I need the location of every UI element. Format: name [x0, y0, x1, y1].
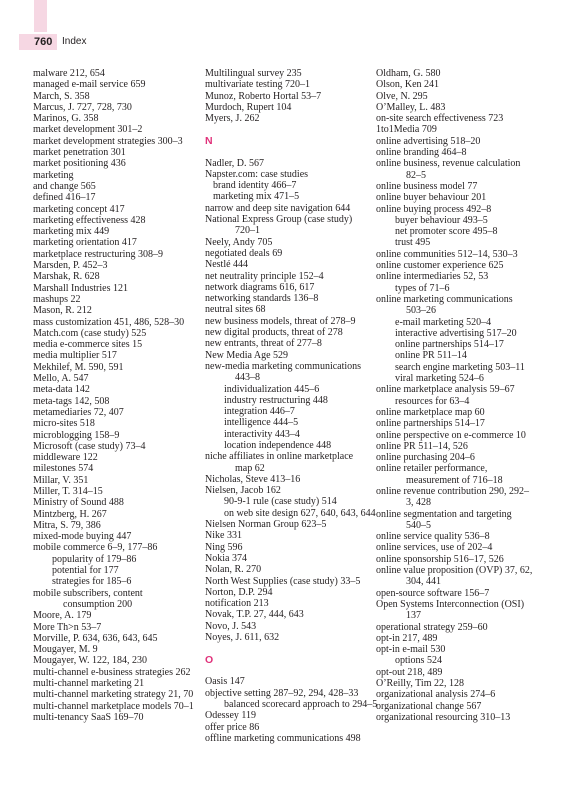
- index-entry: media multiplier 517: [33, 350, 117, 362]
- index-subentry: e-mail marketing 520–4: [395, 316, 492, 328]
- index-subentry: 720–1: [235, 225, 260, 237]
- index-entry: Nestlé 444: [205, 259, 249, 271]
- index-subentry: resources for 63–4: [395, 395, 470, 407]
- index-entry: online marketplace analysis 59–67: [376, 384, 515, 396]
- index-entry: metamediaries 72, 407: [33, 406, 124, 418]
- index-subentry: trust 495: [395, 237, 431, 249]
- index-entry: objective setting 287–92, 294, 428–33: [205, 687, 359, 699]
- index-subentry: 90-9-1 rule (case study) 514: [224, 496, 337, 508]
- index-entry: Noyes, J. 611, 632: [205, 632, 280, 644]
- index-entry: New Media Age 529: [205, 349, 289, 361]
- index-entry: Multilingual survey 235: [205, 68, 302, 79]
- index-entry: network diagrams 616, 617: [205, 281, 315, 293]
- index-entry: More Th>n 53–7: [33, 621, 102, 633]
- index-entry: Nicholas, Steve 413–16: [205, 473, 301, 485]
- index-subentry: 540–5: [406, 519, 431, 531]
- index-subentry: location independence 448: [224, 440, 332, 451]
- index-subentry: net promoter score 495–8: [395, 226, 498, 238]
- index-subentry: balanced scorecard approach to 294–5: [224, 699, 378, 711]
- index-column-3: [376, 68, 541, 723]
- index-entry: online services, use of 202–4: [376, 542, 493, 554]
- index-entry: market penetration 301: [33, 147, 126, 159]
- index-entry: mobile subscribers, content: [33, 587, 143, 599]
- index-entry: mobile commerce 6–9, 177–86: [33, 542, 158, 554]
- index-subentry: online partnerships 514–17: [395, 339, 504, 351]
- index-entry: Mitra, S. 79, 386: [33, 519, 101, 531]
- index-entry: opt-out 218, 489: [376, 666, 443, 678]
- index-entry: Norton, D.P. 294: [205, 586, 273, 598]
- index-entry: meta-tags 142, 508: [33, 395, 110, 407]
- index-entry: Mason, R. 212: [33, 305, 92, 317]
- index-entry: online communities 512–14, 530–3: [376, 248, 518, 260]
- index-entry: malware 212, 654: [33, 68, 105, 79]
- index-entry: Munoz, Roberto Hortal 53–7: [205, 90, 322, 102]
- index-entry: online customer experience 625: [376, 260, 504, 272]
- index-entry: Mekhilef, M. 590, 591: [33, 361, 124, 373]
- index-entry: Morville, P. 634, 636, 643, 645: [33, 632, 158, 644]
- index-entry: online service quality 536–8: [376, 531, 490, 543]
- index-subentry: measurement of 716–18: [406, 474, 503, 486]
- index-entry: Mintzberg, H. 267: [33, 508, 107, 520]
- index-entry: Millar, V. 351: [33, 474, 89, 486]
- index-entry: micro-sites 518: [33, 418, 95, 430]
- index-subentry: 3, 428: [406, 497, 431, 509]
- index-subentry: 137: [406, 610, 421, 622]
- index-entry: organizational change 567: [376, 700, 482, 712]
- index-entry: media e-commerce sites 15: [33, 339, 143, 351]
- index-subentry: industry restructuring 448: [224, 394, 328, 406]
- index-subentry: intelligence 444–5: [224, 417, 299, 429]
- index-entry: Novo, J. 543: [205, 620, 257, 632]
- index-entry: multi-tenancy SaaS 169–70: [33, 711, 144, 723]
- index-entry: O’Reilly, Tim 22, 128: [376, 678, 464, 690]
- index-entry: multi-channel marketplace models 70–1: [33, 700, 194, 712]
- index-entry: Olson, Ken 241: [376, 79, 440, 91]
- index-entry: Nokia 374: [205, 552, 247, 564]
- index-entry: Mougayer, M. 9: [33, 644, 98, 656]
- index-subentry: 304, 441: [406, 576, 441, 588]
- index-entry: managed e-mail service 659: [33, 79, 146, 91]
- index-entry: Marshall Industries 121: [33, 282, 128, 294]
- index-subentry: options 524: [395, 655, 442, 667]
- index-entry: offline marketing communications 498: [205, 732, 361, 744]
- section-letter: N: [205, 134, 213, 147]
- index-entry: Open Systems Interconnection (OSI): [376, 598, 525, 610]
- running-head: Index: [62, 36, 87, 47]
- index-entry: middleware 122: [33, 452, 98, 464]
- index-entry: Match.com (case study) 525: [33, 327, 147, 339]
- index-entry: new-media marketing communications: [205, 360, 362, 372]
- index-entry: online purchasing 204–6: [376, 452, 475, 464]
- index-entry: new entrants, threat of 277–8: [205, 338, 322, 350]
- index-subentry: viral marketing 524–6: [395, 373, 484, 385]
- index-entry: online segmentation and targeting: [376, 508, 512, 520]
- section-letter: O: [205, 653, 214, 666]
- index-entry: mass customization 451, 486, 528–30: [33, 316, 185, 328]
- index-entry: notification 213: [205, 598, 269, 610]
- index-subentry: 443–8: [235, 372, 260, 384]
- index-entry: Napster.com: case studies: [205, 168, 309, 180]
- index-entry: operational strategy 259–60: [376, 621, 488, 633]
- index-entry: Nielsen, Jacob 162: [205, 485, 281, 497]
- index-subentry: marketing mix 471–5: [213, 191, 300, 203]
- index-entry: online perspective on e-commerce 10: [376, 429, 526, 441]
- index-entry: Olve, N. 295: [376, 90, 428, 102]
- index-entry: milestones 574: [33, 463, 94, 475]
- index-entry: online sponsorship 516–17, 526: [376, 553, 504, 565]
- index-entry: 1to1Media 709: [376, 124, 437, 136]
- index-subentry: 503–26: [406, 305, 436, 317]
- index-subentry: strategies for 185–6: [52, 576, 132, 588]
- index-entry: offer price 86: [205, 721, 260, 733]
- index-entry: narrow and deep site navigation 644: [205, 202, 351, 214]
- index-entry: online retailer performance,: [376, 463, 488, 475]
- index-subentry: map 62: [235, 462, 265, 474]
- index-entry: marketing orientation 417: [33, 237, 137, 249]
- index-subentry: 82–5: [406, 169, 426, 181]
- index-entry: Mello, A. 547: [33, 373, 89, 385]
- index-entry: online business, revenue calculation: [376, 158, 521, 170]
- index-entry: Nielsen Norman Group 623–5: [205, 519, 327, 531]
- index-entry: Marinos, G. 358: [33, 113, 99, 125]
- index-entry: market development strategies 300–3: [33, 135, 183, 147]
- index-entry: open-source software 156–7: [376, 587, 490, 599]
- index-entry: multivariate testing 720–1: [205, 79, 310, 91]
- index-entry: North West Supplies (case study) 33–5: [205, 575, 361, 587]
- index-entry: opt-in 217, 489: [376, 632, 438, 644]
- index-subentry: online PR 511–14: [395, 350, 467, 362]
- index-subentry: potential for 177: [52, 565, 119, 577]
- index-entry: multi-channel marketing strategy 21, 70: [33, 689, 194, 701]
- index-entry: Neely, Andy 705: [205, 236, 273, 248]
- index-entry: marketplace restructuring 308–9: [33, 248, 163, 260]
- header-color-tab: [34, 0, 47, 32]
- index-entry: niche affiliates in online marketplace: [205, 451, 354, 463]
- index-entry: marketing effectiveness 428: [33, 214, 146, 226]
- index-subentry: types of 71–6: [395, 282, 450, 294]
- index-entry: Miller, T. 314–15: [33, 485, 103, 497]
- index-entry: March, S. 358: [33, 90, 90, 102]
- index-entry: Oasis 147: [205, 676, 245, 688]
- index-entry: online marketing communications: [376, 293, 513, 305]
- index-subentry: integration 446–7: [224, 406, 295, 418]
- index-entry: online buyer behaviour 201: [376, 192, 487, 204]
- index-entry: Marsden, P. 452–3: [33, 260, 108, 272]
- index-entry: multi-channel marketing 21: [33, 678, 145, 690]
- index-entry: Microsoft (case study) 73–4: [33, 440, 146, 452]
- index-entry: marketing concept 417: [33, 203, 125, 215]
- index-subentry: interactive advertising 517–20: [395, 327, 517, 339]
- index-entry: microblogging 158–9: [33, 429, 120, 441]
- index-subentry: search engine marketing 503–11: [395, 361, 525, 373]
- index-subentry: individualization 445–6: [224, 383, 320, 395]
- index-entry: Ning 596: [205, 541, 243, 553]
- index-entry: marketing: [33, 169, 74, 181]
- index-entry: online branding 464–8: [376, 147, 467, 159]
- index-entry: net neutrality principle 152–4: [205, 270, 324, 282]
- index-entry: marketing mix 449: [33, 226, 110, 238]
- index-entry: Moore, A. 179: [33, 610, 92, 622]
- index-entry: Myers, J. 262: [205, 113, 260, 125]
- index-entry: mixed-mode buying 447: [33, 531, 132, 543]
- index-entry: networking standards 136–8: [205, 293, 319, 305]
- index-entry: Odessey 119: [205, 710, 257, 722]
- index-entry: organizational analysis 274–6: [376, 689, 496, 701]
- index-entry: Murdoch, Rupert 104: [205, 101, 292, 113]
- index-entry: organizational resourcing 310–13: [376, 711, 511, 723]
- index-entry: mashups 22: [33, 293, 81, 305]
- index-column-1: [33, 68, 198, 723]
- index-entry: online marketplace map 60: [376, 406, 485, 418]
- index-entry: on-site search effectiveness 723: [376, 113, 504, 125]
- index-entry: online partnerships 514–17: [376, 418, 485, 430]
- index-entry: Nolan, R. 270: [205, 564, 262, 576]
- index-column-2: [205, 68, 378, 744]
- index-subentry: buyer behaviour 493–5: [395, 214, 488, 226]
- index-entry: meta-data 142: [33, 384, 90, 396]
- index-entry: online buying process 492–8: [376, 203, 492, 215]
- page-number: 760: [19, 34, 57, 50]
- index-subentry: interactivity 443–4: [224, 428, 300, 440]
- index-entry: market positioning 436: [33, 158, 126, 170]
- index-entry: new digital products, threat of 278: [205, 327, 343, 339]
- index-subentry: consumption 200: [63, 598, 133, 610]
- index-entry: Oldham, G. 580: [376, 68, 441, 79]
- index-entry: defined 416–17: [33, 192, 96, 204]
- index-entry: online advertising 518–20: [376, 135, 481, 147]
- index-entry: neutral sites 68: [205, 304, 266, 316]
- index-entry: multi-channel e-business strategies 262: [33, 666, 191, 678]
- index-entry: online intermediaries 52, 53: [376, 271, 489, 283]
- index-subentry: on web site design 627, 640, 643, 644: [224, 507, 376, 519]
- index-entry: National Express Group (case study): [205, 214, 353, 226]
- index-entry: online revenue contribution 290, 292–: [376, 485, 530, 497]
- index-entry: O’Malley, L. 483: [376, 101, 446, 113]
- index-entry: Marshak, R. 628: [33, 271, 100, 283]
- index-entry: and change 565: [33, 180, 96, 192]
- index-subentry: popularity of 179–86: [52, 553, 137, 565]
- index-entry: Marcus, J. 727, 728, 730: [33, 101, 132, 113]
- index-entry: Nike 331: [205, 530, 242, 542]
- index-entry: new business models, threat of 278–9: [205, 315, 356, 327]
- index-subentry: brand identity 466–7: [213, 180, 297, 192]
- index-entry: market development 301–2: [33, 124, 143, 136]
- index-entry: online PR 511–14, 526: [376, 440, 468, 452]
- index-entry: opt-in e-mail 530: [376, 644, 446, 656]
- index-entry: Mougayer, W. 122, 184, 230: [33, 655, 148, 667]
- index-entry: Nadler, D. 567: [205, 157, 265, 169]
- index-entry: Novak, T.P. 27, 444, 643: [205, 609, 304, 621]
- index-entry: online value proposition (OVP) 37, 62,: [376, 565, 533, 577]
- index-entry: negotiated deals 69: [205, 247, 283, 259]
- index-entry: online business model 77: [376, 180, 478, 192]
- index-entry: Ministry of Sound 488: [33, 497, 124, 509]
